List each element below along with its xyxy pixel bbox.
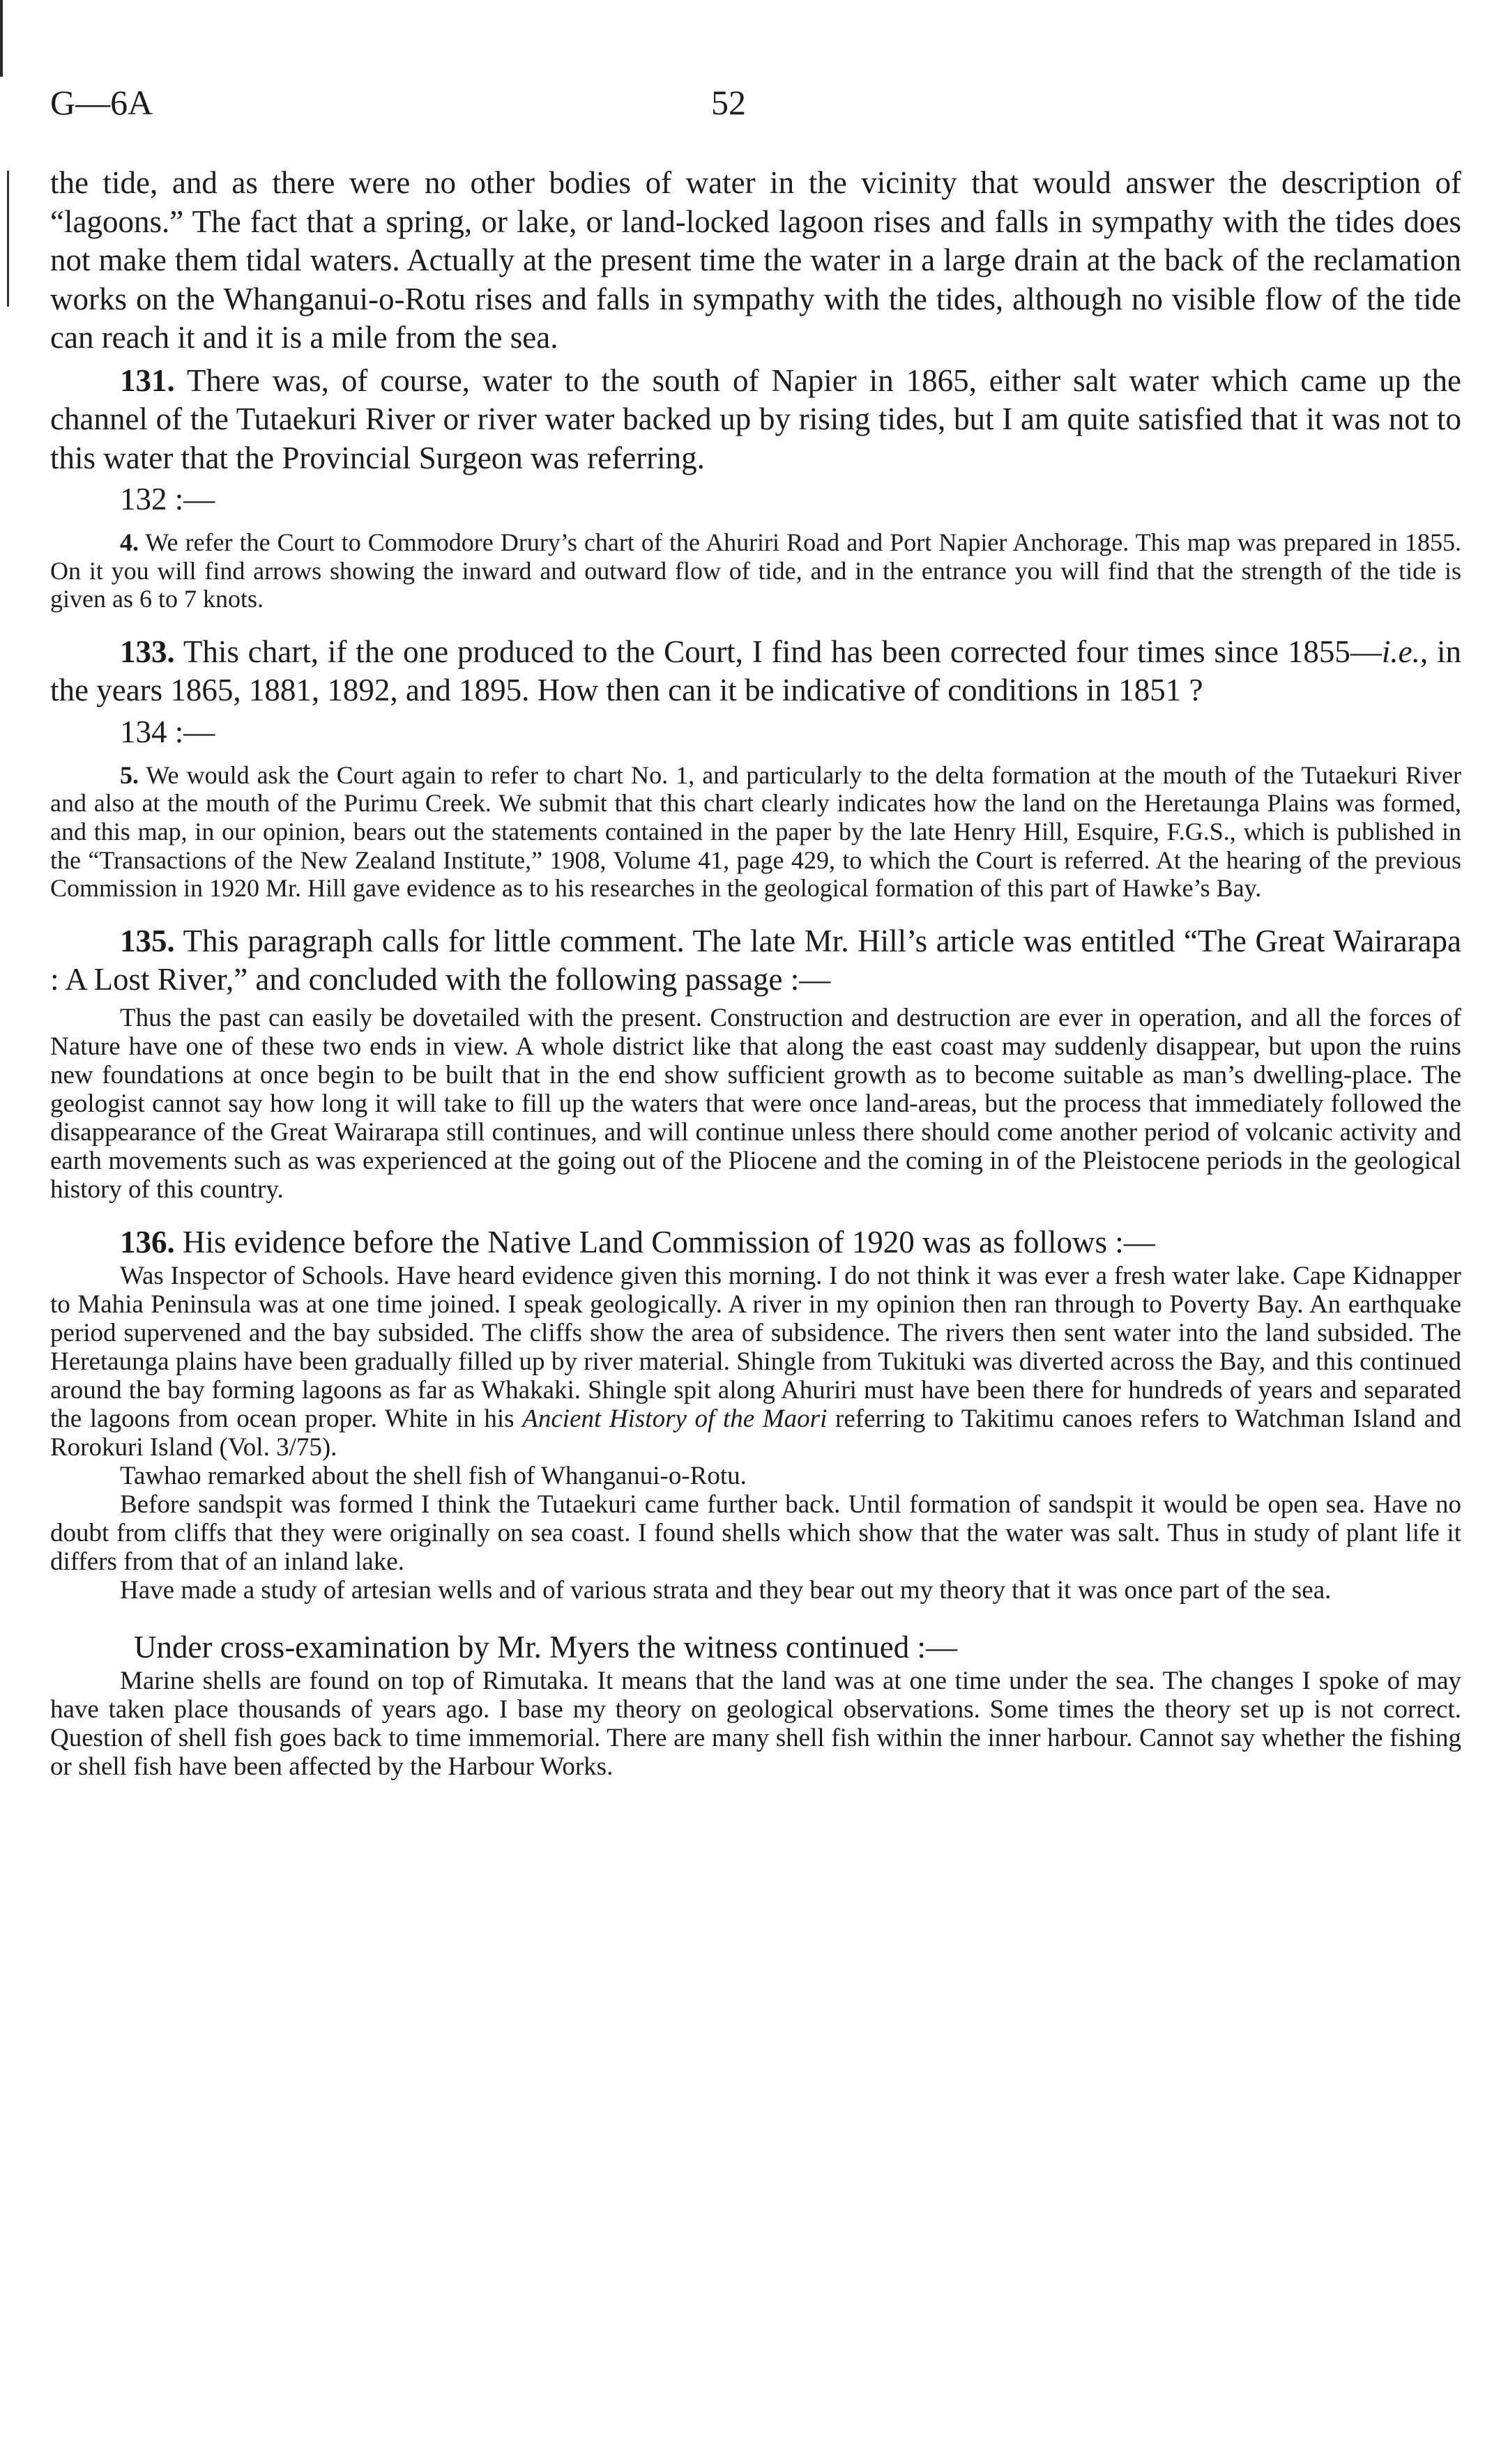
quote-134: [50, 761, 1461, 903]
paragraph-number: 131.: [120, 362, 175, 398]
cross-examination-text: Marine shells are found on top of Rimutaka. It means that the land was at one time under the sea. The changes I spoke of may have taken place thousands of years ago. I base my theory on geological observations. Some times the theory set up is not correct. Question of shell fish goes back to time immemorial. There are many shell fish within the inner harbour. Cannot say whether the fishing or shell fish have been affected by the Harbour Works.: [50, 1667, 1461, 1782]
paragraph-131: [50, 362, 1461, 478]
paragraph-133: [50, 633, 1461, 710]
book-title: Ancient History of the Maori: [522, 1405, 828, 1434]
paragraph-text: This chart, if the one produced to the Court, I find has been corrected four times since 1855—: [174, 634, 1382, 669]
paragraph-continuation: the tide, and as there were no other bodies of water in the vicinity that would answer the description of “lagoons.” The fact that a spring, or lake, or land-locked lagoon rises and falls in sympathy with the tides does not make them tidal waters. Actually at the present time the water in a large drain at the back of the reclamation works on the Whanganui-o-Rotu rises and falls in sympathy with the tides, although no visible flow of the tide can reach it and it is a mile from the sea.: [50, 165, 1461, 355]
paragraph-italic: i.e.: [1381, 634, 1420, 669]
quote-number: 5.: [120, 760, 139, 789]
page-content: [50, 164, 1461, 1781]
paragraph-text: His evidence before the Native Land Commission of 1920 was as follows :—: [174, 1224, 1155, 1260]
evidence-text: referring to Takitimu canoes refers to Watchman Island and Rorokuri Island (Vol. 3/75).: [50, 1405, 1461, 1462]
quote-132: [50, 528, 1461, 613]
hill-quotation: Thus the past can easily be dovetailed with the present. Construction and destruction are ever in operation, and all the forces of Nature have one of these two ends in view. A whole district like that along the east coast may suddenly disappear, but upon the ruins new foundations at once begin to be built that in the end show sufficient growth as to become suitable as man’s dwelling-place. The geologist cannot say how long it will take to fill up the waters that were once land-areas, but the process that immediately followed the disappearance of the Great Wairarapa still continues, and will continue unless there should come another period of volcanic activity and earth movements such as was experienced at the going out of the Pliocene and the coming in of the Pleistocene periods in the geological history of this country.: [50, 1003, 1461, 1204]
paragraph-text: There was, of course, water to the south of Napier in 1865, either salt water which came up the channel of the Tutaekuri River or river water backed up by rising tides, but I am quite satisfied that it was not to this water that the Provincial Surgeon was referring.: [50, 362, 1461, 475]
evidence-paragraph-2: Tawhao remarked about the shell fish of Whanganui-o-Rotu.: [120, 1462, 747, 1491]
evidence-paragraph-3: Before sandspit was formed I think the Tutaekuri came further back. Until formation of sandspit it would be open sea. Have no doubt from cliffs that they were originally on sea coast. I found shells which show that the water was salt. Thus in study of plant life it differs from that of an inland lake.: [50, 1490, 1461, 1577]
paragraph-132-heading: 132 :—: [120, 482, 215, 516]
document-code: G—6A: [50, 83, 153, 122]
evidence-paragraph-4: Have made a study of artesian wells and of various strata and they bear out my theory that it was once part of the sea.: [120, 1576, 1332, 1605]
quote-text: We would ask the Court again to refer to chart No. 1, and particularly to the delta formation at the mouth of the Tutaekuri River and also at the mouth of the Purimu Creek. We submit that this chart clearly indicates how the land on the Heretaunga Plains was formed, and this map, in our opinion, bears out the statements contained in the paper by the late Henry Hill, Esquire, F.G.S., which is published in the “Transactions of the New Zealand Institute,” 1908, Volume 41, page 429, to which the Court is referred. At the hearing of the previous Commission in 1920 Mr. Hill gave evidence as to his researches in the geological formation of this part of Hawke’s Bay.: [50, 760, 1461, 903]
paragraph-number: 136.: [120, 1224, 175, 1260]
page-number: 52: [711, 83, 746, 122]
paragraph-134-heading: 134 :—: [120, 714, 215, 749]
cross-examination-heading: Under cross-examination by Mr. Myers the witness continued :—: [134, 1630, 958, 1665]
margin-rule: [7, 171, 9, 307]
paragraph-text: , in the years 1865, 1881, 1892, and 1895. How then can it be indicative of conditions in 1851 ?: [50, 634, 1461, 708]
page-header: [50, 82, 1465, 138]
evidence-text: Was Inspector of Schools. Have heard evidence given this morning. I do not think it was ever a fresh water lake. Cape Kidnapper to Mahia Peninsula was at one time joined. I speak geologically. A river in my opinion then ran through to Poverty Bay. An earthquake period supervened and the bay subsided. The cliffs show the area of subsidence. The rivers then sent water into the land subsided. The Heretaunga plains have been gradually filled up by river material. Shingle from Tukituki was diverted across the Bay, and this continued around the bay forming lagoons as far as Whakaki. Shingle spit along Ahuriri must have been there for hundreds of years and separated the lagoons from ocean proper. White in his: [50, 1262, 1461, 1434]
quote-number: 4.: [120, 528, 139, 556]
paragraph-135: [50, 922, 1461, 1000]
paragraph-136: [50, 1223, 1461, 1262]
quote-text: We refer the Court to Commodore Drury’s chart of the Ahuriri Road and Port Napier Anchorage. This map was prepared in 1855. On it you will find arrows showing the inward and outward flow of tide, and in the entrance you will find that the strength of the tide is given as 6 to 7 knots.: [50, 528, 1461, 613]
paragraph-text: This paragraph calls for little comment. The late Mr. Hill’s article was entitled “The Great Wairarapa : A Lost River,” and concluded with the following passage :—: [50, 923, 1461, 997]
paragraph-number: 135.: [120, 923, 175, 958]
paragraph-number: 133.: [120, 634, 175, 669]
page-edge-mark: [0, 0, 3, 77]
evidence-paragraph-1: [50, 1262, 1461, 1462]
